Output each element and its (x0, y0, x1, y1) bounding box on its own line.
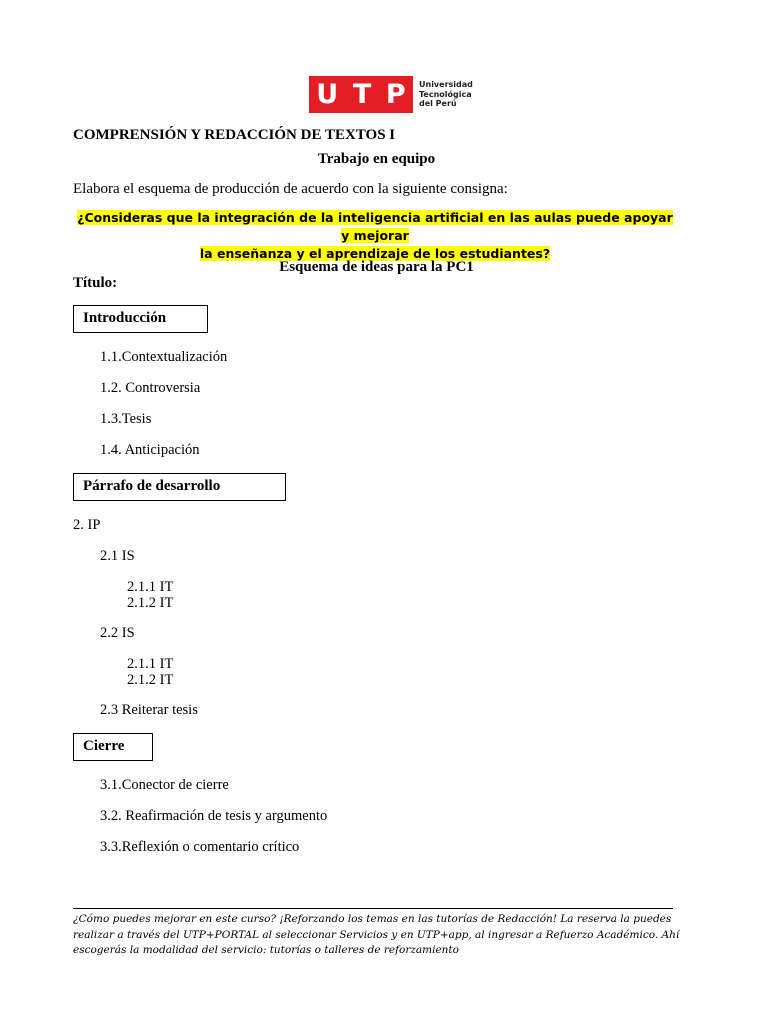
list-item: 2. IP (73, 517, 101, 533)
list-item: 2.3 Reiterar tesis (100, 702, 198, 718)
logo-line: Tecnológica (419, 89, 472, 99)
instruction-text: Elabora el esquema de producción de acuerdo con la siguiente consigna: (73, 181, 508, 197)
list-item: 2.1.2 IT (127, 672, 174, 688)
logo-letter-t: T (352, 79, 372, 110)
prompt-line-1: ¿Consideras que la integración de la inteligencia artificial en las aulas puede apoyar y mejorar (77, 210, 673, 243)
utp-logo-mark (309, 76, 413, 113)
footer-divider (73, 908, 673, 909)
closing-heading-box (73, 733, 153, 761)
list-item: 2.1.1 IT (127, 656, 174, 672)
list-item: 2.2 IS (100, 625, 135, 641)
list-item: 3.3.Reflexión o comentario crítico (100, 839, 300, 855)
development-heading: Párrafo de desarrollo (83, 478, 221, 494)
list-item: 2.1.2 IT (127, 595, 174, 611)
logo-line: del Perú (419, 99, 457, 109)
footer-line: escogerás la modalidad del servicio: tutorías o talleres de reforzamiento (73, 944, 459, 956)
list-item: 3.1.Conector de cierre (100, 777, 229, 793)
course-title: COMPRENSIÓN Y REDACCIÓN DE TEXTOS I (73, 127, 396, 143)
intro-heading: Introducción (83, 310, 167, 326)
footer-line: realizar a través del UTP+PORTAL al seleccionar Servicios y en UTP+app, al ingresar a Refuerzo Académico. Ahí (73, 928, 680, 941)
footer-note (73, 912, 683, 959)
footer-line: ¿Cómo puedes mejorar en este curso? ¡Reforzando los temas en las tutorías de Redacción! La reserva la puedes (73, 913, 672, 925)
scheme-title: Esquema de ideas para la PC1 (279, 259, 474, 275)
logo-letter-u: U (316, 79, 339, 110)
development-heading-box (73, 473, 286, 501)
list-item: 1.2. Controversia (100, 380, 201, 396)
list-item: 2.1 IS (100, 548, 135, 564)
assignment-subtitle: Trabajo en equipo (317, 151, 436, 167)
list-item: 1.4. Anticipación (100, 442, 200, 458)
list-item: 3.2. Reafirmación de tesis y argumento (100, 808, 328, 824)
title-label: Título: (73, 275, 118, 291)
intro-heading-box (73, 305, 208, 333)
logo-letter-p: P (385, 79, 406, 110)
list-item: 1.1.Contextualización (100, 349, 228, 365)
prompt-question (73, 209, 677, 263)
prompt-line-2: la enseñanza y el aprendizaje de los estudiantes? (199, 246, 551, 261)
utp-logo-text (419, 80, 473, 109)
closing-heading: Cierre (83, 738, 125, 754)
list-item: 2.1.1 IT (127, 579, 174, 595)
list-item: 1.3.Tesis (100, 411, 152, 427)
utp-logo (309, 76, 473, 113)
logo-line: Universidad (419, 80, 473, 90)
